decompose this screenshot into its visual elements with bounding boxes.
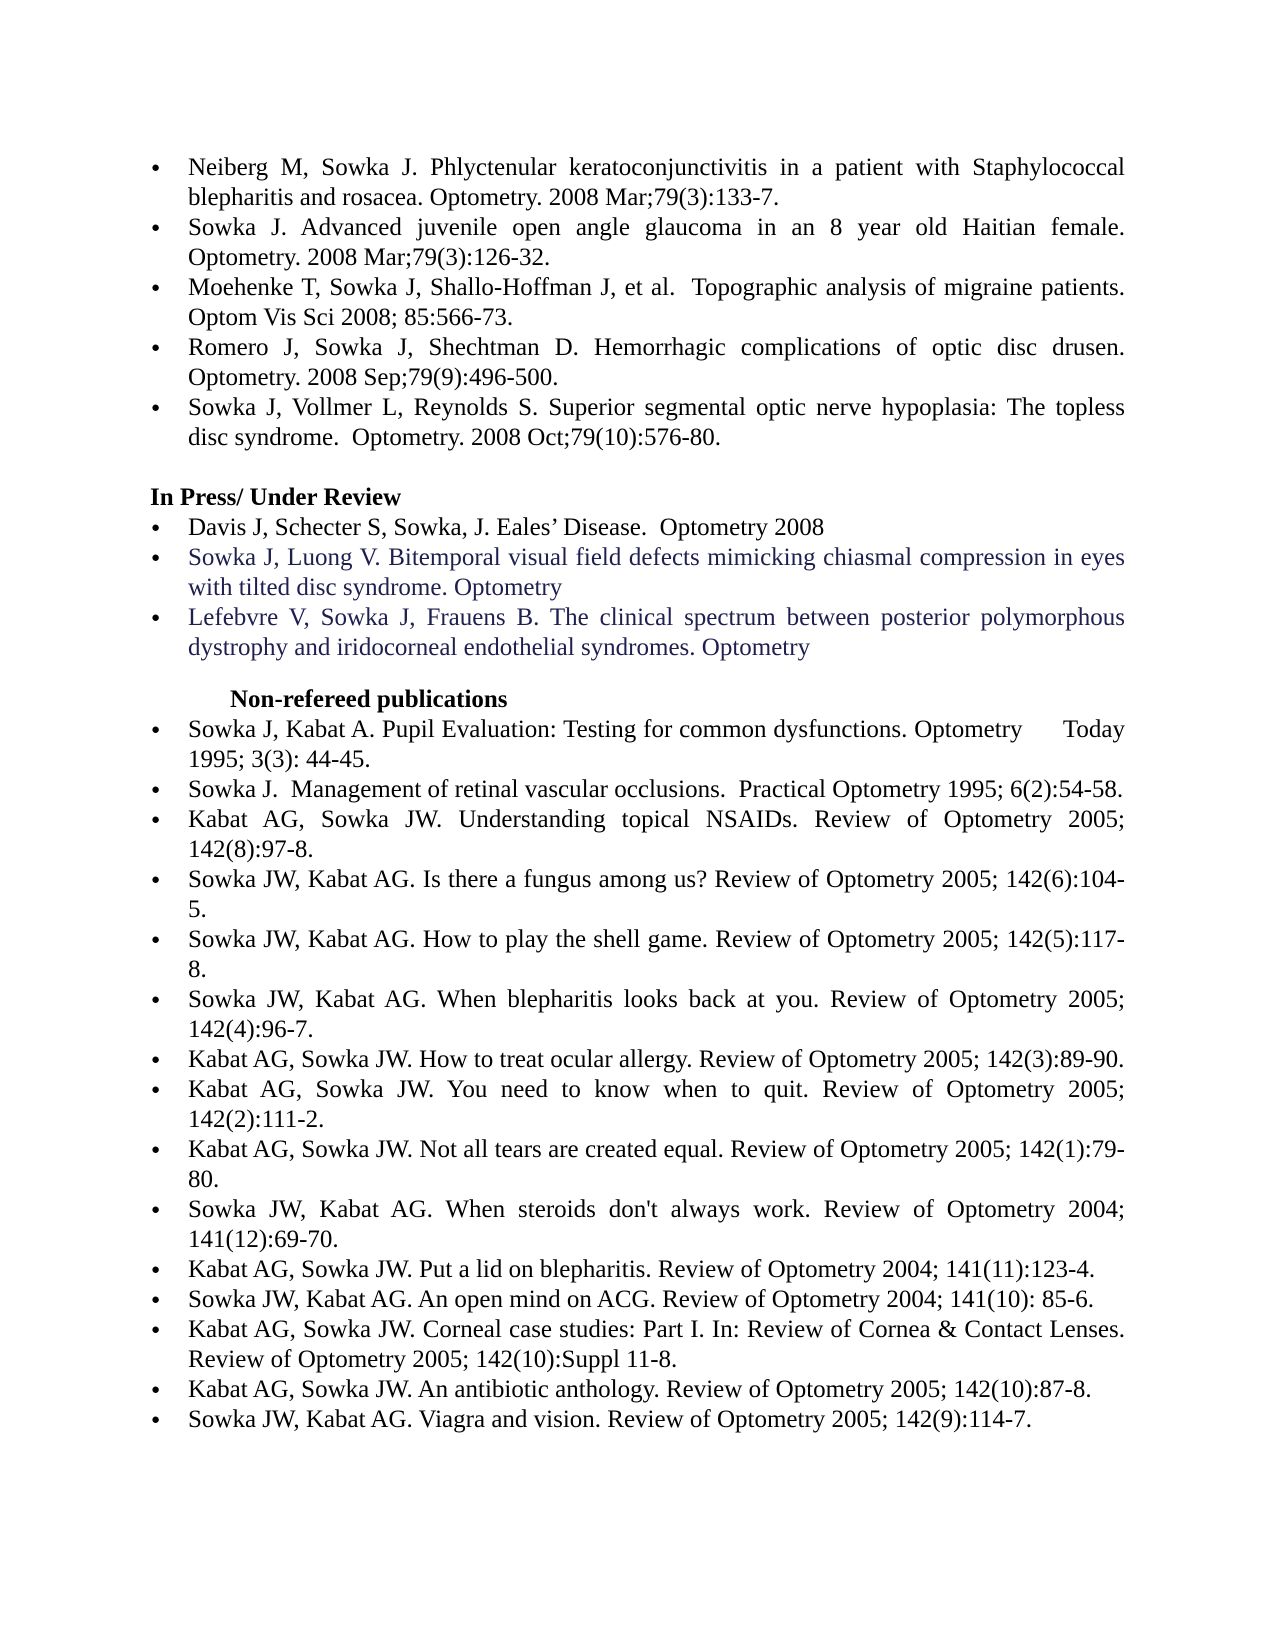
bullet-icon: ● <box>151 340 161 356</box>
publication-text: Romero J, Sowka J, Shechtman D. Hemorrhagic complications of optic disc drusen. Optometry. 2008 Sep;79(9):496-500. <box>188 334 1125 391</box>
publication-item <box>150 543 1125 603</box>
non-refereed-list <box>150 715 1125 1435</box>
publication-text: Sowka J, Vollmer L, Reynolds S. Superior segmental optic nerve hypoplasia: The topless disc syndrome. Optometry. 2008 Oct;79(10):576-80. <box>188 394 1125 451</box>
publication-item <box>150 1405 1125 1435</box>
publication-text: Sowka J. Advanced juvenile open angle glaucoma in an 8 year old Haitian female. Optometry. 2008 Mar;79(3):126-32. <box>188 214 1125 271</box>
bullet-icon: ● <box>151 280 161 296</box>
publication-item <box>150 775 1125 805</box>
in-press-heading: In Press/ Under Review <box>150 484 402 511</box>
bullet-icon: ● <box>151 220 161 236</box>
bullet-icon: ● <box>151 400 161 416</box>
bullet-icon: ● <box>151 1142 161 1158</box>
bullet-icon: ● <box>151 992 161 1008</box>
in-press-list <box>150 513 1125 663</box>
bullet-icon: ● <box>151 1382 161 1398</box>
publication-text: Sowka JW, Kabat AG. How to play the shell game. Review of Optometry 2005; 142(5):117-8. <box>188 926 1125 983</box>
publication-item <box>150 1045 1125 1075</box>
non-refereed-heading: Non-refereed publications <box>230 686 508 713</box>
bullet-icon: ● <box>151 1412 161 1428</box>
publication-text: Kabat AG, Sowka JW. How to treat ocular allergy. Review of Optometry 2005; 142(3):89-90. <box>188 1046 1125 1073</box>
publication-item <box>150 1375 1125 1405</box>
publication-item <box>150 513 1125 543</box>
publication-item <box>150 333 1125 393</box>
publication-item <box>150 1195 1125 1255</box>
publication-item <box>150 1315 1125 1375</box>
publication-text: Sowka JW, Kabat AG. Viagra and vision. Review of Optometry 2005; 142(9):114-7. <box>188 1406 1032 1433</box>
publication-item <box>150 393 1125 453</box>
bullet-icon: ● <box>151 1052 161 1068</box>
publication-item <box>150 1075 1125 1135</box>
bullet-icon: ● <box>151 932 161 948</box>
publication-text: Davis J, Schecter S, Sowka, J. Eales’ Disease. Optometry 2008 <box>188 514 825 541</box>
bullet-icon: ● <box>151 1262 161 1278</box>
bullet-icon: ● <box>151 1322 161 1338</box>
publication-item <box>150 985 1125 1045</box>
publication-text: Lefebvre V, Sowka J, Frauens B. The clinical spectrum between posterior polymorphous dystrophy and iridocorneal endothelial syndromes. Optometry <box>188 604 1125 661</box>
publication-text: Sowka J, Kabat A. Pupil Evaluation: Testing for common dysfunctions. Optometry Today 1995; 3(3): 44-45. <box>188 716 1125 773</box>
bullet-icon: ● <box>151 1202 161 1218</box>
publication-text: Kabat AG, Sowka JW. Corneal case studies: Part I. In: Review of Cornea & Contact Lenses. Review of Optometry 2005; 142(10):Suppl 11-8. <box>188 1316 1125 1373</box>
publication-text: Sowka J, Luong V. Bitemporal visual field defects mimicking chiasmal compression in eyes with tilted disc syndrome. Optometry <box>188 544 1125 601</box>
publication-item <box>150 213 1125 273</box>
publication-item <box>150 805 1125 865</box>
publication-text: Sowka JW, Kabat AG. When steroids don't always work. Review of Optometry 2004; 141(12):69-70. <box>188 1196 1125 1253</box>
bullet-icon: ● <box>151 610 161 626</box>
bullet-icon: ● <box>151 722 161 738</box>
publication-text: Kabat AG, Sowka JW. Not all tears are created equal. Review of Optometry 2005; 142(1):79-80. <box>188 1136 1125 1193</box>
bullet-icon: ● <box>151 1292 161 1308</box>
bullet-icon: ● <box>151 872 161 888</box>
publication-item <box>150 1285 1125 1315</box>
publication-item <box>150 273 1125 333</box>
publication-item <box>150 1135 1125 1195</box>
publication-item <box>150 865 1125 925</box>
publication-text: Sowka J. Management of retinal vascular occlusions. Practical Optometry 1995; 6(2):54-58. <box>188 776 1124 803</box>
publication-text: Kabat AG, Sowka JW. Put a lid on blepharitis. Review of Optometry 2004; 141(11):123-4. <box>188 1256 1096 1283</box>
bullet-icon: ● <box>151 782 161 798</box>
publication-item <box>150 715 1125 775</box>
publication-item <box>150 153 1125 213</box>
bullet-icon: ● <box>151 1082 161 1098</box>
publication-item <box>150 1255 1125 1285</box>
publication-item <box>150 603 1125 663</box>
publication-text: Neiberg M, Sowka J. Phlyctenular keratoconjunctivitis in a patient with Staphylococcal blepharitis and rosacea. Optometry. 2008 Mar;79(3):133-7. <box>188 154 1125 211</box>
publication-text: Kabat AG, Sowka JW. You need to know when to quit. Review of Optometry 2005; 142(2):111-2. <box>188 1076 1125 1133</box>
bullet-icon: ● <box>151 160 161 176</box>
publication-text: Sowka JW, Kabat AG. When blepharitis looks back at you. Review of Optometry 2005; 142(4):96-7. <box>188 986 1125 1043</box>
bullet-icon: ● <box>151 812 161 828</box>
bullet-icon: ● <box>151 550 161 566</box>
publication-text: Sowka JW, Kabat AG. An open mind on ACG. Review of Optometry 2004; 141(10): 85-6. <box>188 1286 1094 1313</box>
bullet-icon: ● <box>151 520 161 536</box>
publication-text: Sowka JW, Kabat AG. Is there a fungus among us? Review of Optometry 2005; 142(6):104-5. <box>188 866 1125 923</box>
publication-text: Kabat AG, Sowka JW. Understanding topical NSAIDs. Review of Optometry 2005; 142(8):97-8. <box>188 806 1125 863</box>
publication-text: Moehenke T, Sowka J, Shallo-Hoffman J, et al. Topographic analysis of migraine patients. Optom Vis Sci 2008; 85:566-73. <box>188 274 1125 331</box>
refereed-publications-list <box>150 153 1125 453</box>
publication-item <box>150 925 1125 985</box>
publication-text: Kabat AG, Sowka JW. An antibiotic anthology. Review of Optometry 2005; 142(10):87-8. <box>188 1376 1092 1403</box>
